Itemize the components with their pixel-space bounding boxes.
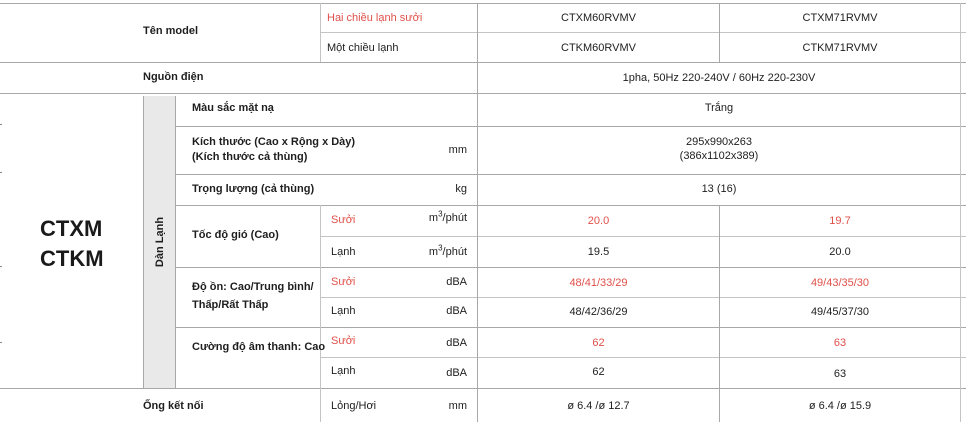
power-value: 1pha, 50Hz 220-240V / 60Hz 220-230V	[622, 72, 816, 84]
col-rule-pipe-sub	[320, 388, 321, 422]
weight-label: Trọng lượng (cả thùng)	[192, 183, 315, 195]
rule-after-power	[0, 93, 966, 94]
cool-only-label: Một chiều lạnh	[327, 42, 399, 54]
col-rule-model	[320, 3, 321, 62]
noise-heat-unit: dBA	[446, 276, 467, 288]
margin-tick	[0, 342, 2, 343]
dimensions-value-2: (386x1102x389)	[679, 150, 759, 162]
dimensions-value-1: 295x990x263	[685, 136, 753, 148]
airflow-cool-label: Lạnh	[331, 246, 356, 258]
noise-cool-value-71: 49/45/37/30	[810, 306, 870, 318]
piping-value-71: ø 6.4 /ø 15.9	[808, 400, 872, 412]
model-ctkm60: CTKM60RVMV	[561, 42, 636, 54]
margin-tick	[0, 124, 2, 125]
panel-color-label: Màu sắc mặt nạ	[192, 102, 274, 114]
dimensions-label-2: (Kích thước cả thùng)	[192, 151, 308, 163]
piping-value-60: ø 6.4 /ø 12.7	[567, 400, 630, 412]
sound-cool-value-71: 63	[833, 368, 847, 380]
airflow-cool-unit: $m^3$/phút	[428, 243, 467, 258]
airflow-cool-value-60: 19.5	[587, 246, 610, 258]
sound-power-label: Cường độ âm thanh: Cao	[192, 341, 326, 353]
series-title	[40, 214, 140, 274]
airflow-heat-label: Sưởi	[331, 214, 356, 226]
model-label: Tên model	[143, 25, 199, 37]
power-label: Nguồn điện	[143, 71, 204, 83]
noise-cool-unit: dBA	[446, 305, 467, 317]
rule-after-noise	[175, 327, 966, 328]
rule-after-indoor	[0, 388, 966, 389]
noise-label-1: Độ ồn: Cao/Trung bình/	[192, 281, 314, 293]
sound-cool-unit: dBA	[446, 367, 467, 379]
airflow-heat-value-60: 20.0	[587, 215, 610, 227]
heat-cool-label: Hai chiều lạnh sưởi	[327, 12, 423, 24]
model-ctxm60: CTXM60RVMV	[561, 12, 636, 24]
right-edge-rule	[960, 3, 961, 422]
weight-value: 13 (16)	[701, 183, 737, 195]
sound-heat-value-60: 62	[592, 337, 605, 349]
col-rule-perf-split	[719, 205, 720, 388]
dimensions-unit: mm	[448, 144, 467, 156]
sound-heat-value-71: 63	[833, 337, 847, 349]
series-line-2: CTKM	[40, 246, 104, 271]
col-rule-mode	[320, 205, 321, 388]
model-ctxm71: CTXM71RVMV	[802, 12, 878, 24]
sound-heat-unit: dBA	[446, 337, 467, 349]
noise-heat-value-71: 49/43/35/30	[810, 277, 870, 289]
noise-cool-label: Lạnh	[331, 305, 356, 317]
rule-sound-split	[320, 357, 966, 358]
airflow-heat-value-71: 19.7	[829, 215, 851, 227]
indoor-unit-band	[143, 96, 176, 388]
rule-noise-split	[320, 297, 966, 298]
panel-color-value: Trắng	[704, 102, 734, 114]
indoor-unit-label: Dàn Lạnh	[153, 216, 166, 268]
noise-cool-value-60: 48/42/36/29	[569, 306, 628, 318]
sound-heat-label: Sưởi	[331, 335, 356, 347]
rule-after-color	[175, 126, 966, 127]
rule-model-split	[320, 32, 966, 33]
noise-label-2: Thấp/Rất Thấp	[192, 299, 269, 311]
weight-unit: kg	[455, 183, 467, 195]
margin-tick	[0, 266, 2, 267]
margin-tick	[0, 172, 2, 173]
airflow-cool-value-71: 20.0	[829, 246, 851, 258]
rule-after-model	[0, 62, 966, 63]
airflow-heat-unit: $m^3$/phút	[428, 209, 467, 224]
noise-heat-value-60: 48/41/33/29	[569, 277, 628, 289]
noise-heat-label: Sưởi	[331, 276, 356, 288]
col-rule-values	[477, 3, 478, 422]
series-line-1: CTXM	[40, 216, 103, 241]
airflow-label: Tốc độ gió (Cao)	[192, 229, 279, 241]
sound-cool-label: Lạnh	[331, 365, 356, 377]
dimensions-label-1: Kích thước (Cao x Rộng x Dày)	[192, 136, 356, 148]
model-ctkm71: CTKM71RVMV	[802, 42, 878, 54]
piping-label: Ống kết nối	[143, 400, 204, 412]
piping-unit: mm	[448, 400, 467, 412]
rule-after-weight	[175, 205, 966, 206]
rule-after-dimensions	[175, 174, 966, 175]
top-rule	[0, 3, 966, 4]
sound-cool-value-60: 62	[592, 366, 605, 378]
piping-sub-label: Lỏng/Hơi	[331, 400, 377, 412]
rule-airflow-split	[320, 236, 966, 237]
rule-after-airflow	[175, 267, 966, 268]
